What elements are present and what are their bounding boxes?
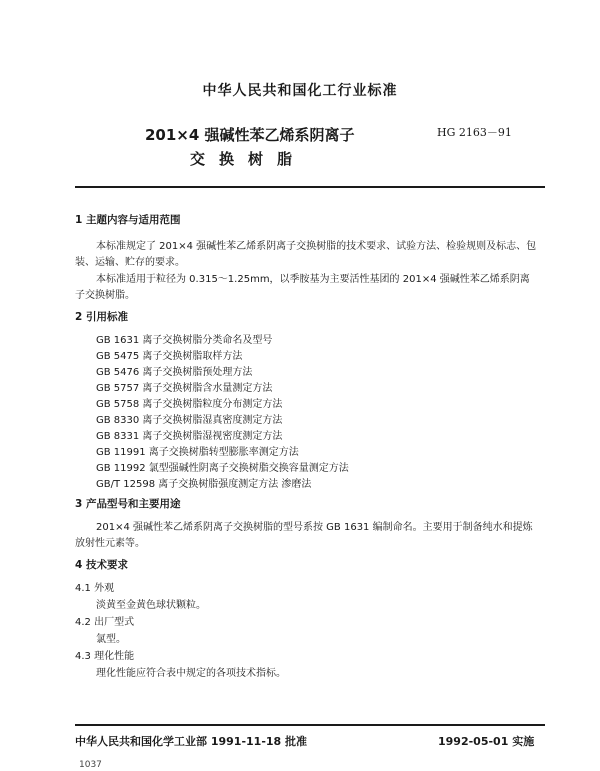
reference-item: GB 11991 离子交换树脂转型膨胀率测定方法 — [96, 447, 299, 458]
standard-title: 201×4 强碱性苯乙烯系阴离子 — [145, 126, 355, 144]
reference-item: GB 5758 离子交换树脂粒度分布测定方法 — [96, 399, 283, 410]
section-1-heading: 1 主题内容与适用范围 — [75, 214, 181, 226]
section-4-heading: 4 技术要求 — [75, 559, 128, 571]
implementation-date: 1992-05-01 实施 — [438, 735, 535, 748]
reference-item: GB 11992 氯型强碱性阴离子交换树脂交换容量测定方法 — [96, 463, 349, 474]
section-3-heading: 3 产品型号和主要用途 — [75, 498, 181, 510]
footer-divider — [75, 724, 545, 726]
reference-item: GB 5476 离子交换树脂预处理方法 — [96, 367, 253, 378]
section-1-paragraph-2-line-2: 子交换树脂。 — [75, 290, 135, 301]
page-number: 1037 — [79, 760, 102, 770]
subsection-4-3-text: 理化性能应符合表中规定的各项技术指标。 — [96, 668, 286, 679]
section-1-paragraph-1-line-2: 装、运输、贮存的要求。 — [75, 257, 185, 268]
approval-info: 中华人民共和国化学工业部 1991-11-18 批准 — [75, 735, 308, 748]
header-divider — [75, 186, 545, 188]
reference-item: GB 8330 离子交换树脂湿真密度测定方法 — [96, 415, 283, 426]
reference-item: GB 8331 离子交换树脂湿视密度测定方法 — [96, 431, 283, 442]
reference-item: GB 5475 离子交换树脂取样方法 — [96, 351, 243, 362]
section-3-paragraph-line-2: 放射性元素等。 — [75, 538, 145, 549]
subsection-4-3-label: 4.3 理化性能 — [75, 651, 135, 662]
section-2-heading: 2 引用标准 — [75, 311, 128, 323]
standard-subtitle: 交换树脂 — [190, 150, 307, 168]
industry-standard-heading: 中华人民共和国化工行业标准 — [202, 83, 398, 99]
section-3-paragraph-line-1: 201×4 强碱性苯乙烯系阴离子交换树脂的型号系按 GB 1631 编制命名。主要用于制备纯水和提炼 — [96, 522, 533, 533]
subsection-4-2-label: 4.2 出厂型式 — [75, 617, 135, 628]
subsection-4-2-text: 氯型。 — [96, 634, 126, 645]
standard-code: HG 2163－91 — [437, 126, 512, 139]
section-1-paragraph-1-line-1: 本标准规定了 201×4 强碱性苯乙烯系阴离子交换树脂的技术要求、试验方法、检验规则及标志、包 — [96, 241, 537, 252]
reference-item: GB/T 12598 离子交换树脂强度测定方法 渗磨法 — [96, 479, 312, 490]
reference-item: GB 5757 离子交换树脂含水量测定方法 — [96, 383, 273, 394]
subsection-4-1-label: 4.1 外观 — [75, 583, 115, 594]
section-1-paragraph-2-line-1: 本标准适用于粒径为 0.315～1.25mm，以季胺基为主要活性基团的 201×4 强碱性苯乙烯系阴离 — [96, 274, 530, 285]
reference-item: GB 1631 离子交换树脂分类命名及型号 — [96, 335, 273, 346]
subsection-4-1-text: 淡黄至金黄色球状颗粒。 — [96, 600, 206, 611]
